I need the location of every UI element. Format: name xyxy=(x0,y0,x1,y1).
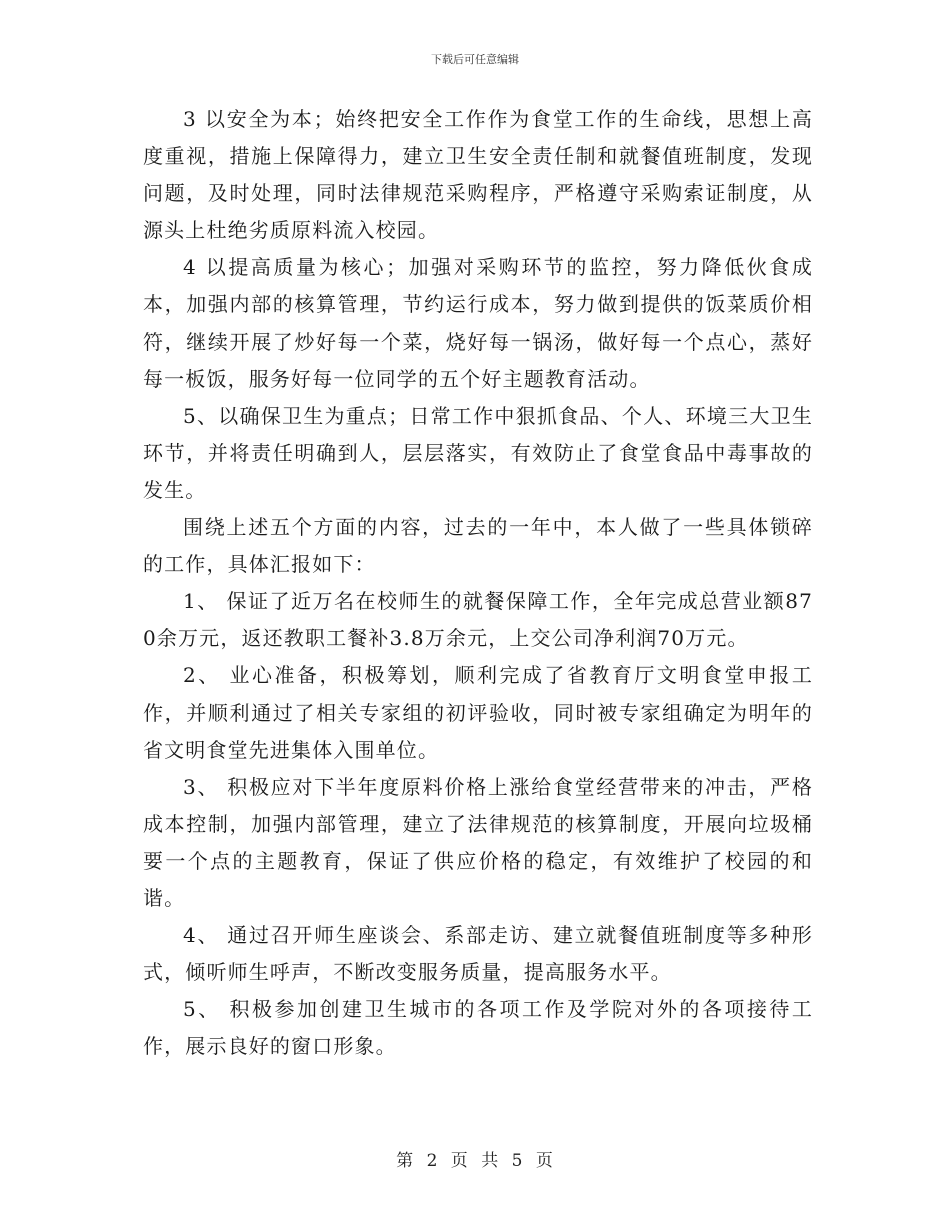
paragraph-item-5: 5、 积极参加创建卫生城市的各项工作及学院对外的各项接待工作，展示良好的窗口形象。 xyxy=(143,997,813,1059)
paragraph-item-1: 1、 保证了近万名在校师生的就餐保障工作，全年完成总营业额870余万元，返还教职工餐补3.8万余元，上交公司净利润70万元。 xyxy=(143,589,813,651)
paragraph-quality: 4 以提高质量为核心；加强对采购环节的监控，努力降低伙食成本，加强内部的核算管理，节约运行成本，努力做到提供的饭菜质价相符，继续开展了炒好每一个菜，烧好每一锅汤，做好每一个点心，蒸好每一板饭，服务好每一位同学的五个好主题教育活动。 xyxy=(143,255,813,391)
paragraph-hygiene: 5、以确保卫生为重点；日常工作中狠抓食品、个人、环境三大卫生环节，并将责任明确到人，层层落实，有效防止了食堂食品中毒事故的发生。 xyxy=(143,403,813,502)
paragraph-item-2: 2、 业心准备，积极筹划，顺利完成了省教育厅文明食堂申报工作，并顺利通过了相关专家组的初评验收，同时被专家组确定为明年的省文明食堂先进集体入围单位。 xyxy=(143,663,813,762)
paragraph-summary-intro: 围绕上述五个方面的内容，过去的一年中，本人做了一些具体锁碎的工作，具体汇报如下： xyxy=(143,515,813,577)
page-number-footer: 第 2 页 共 5 页 xyxy=(396,1151,554,1171)
paragraph-safety: 3 以安全为本；始终把安全工作作为食堂工作的生命线，思想上高度重视，措施上保障得力，建立卫生安全责任制和就餐值班制度，发现问题，及时处理，同时法律规范采购程序，严格遵守采购索证制度，从源头上杜绝劣质原料流入校园。 xyxy=(143,107,813,243)
document-body xyxy=(143,101,813,1065)
paragraph-item-3: 3、 积极应对下半年度原料价格上涨给食堂经营带来的冲击，严格成本控制，加强内部管理，建立了法律规范的核算制度，开展向垃圾桶要一个点的主题教育，保证了供应价格的稳定，有效维护了校园的和谐。 xyxy=(143,774,813,910)
page-header: 下载后可任意编辑 xyxy=(431,53,519,66)
paragraph-item-4: 4、 通过召开师生座谈会、系部走访、建立就餐值班制度等多种形式，倾听师生呼声，不断改变服务质量，提高服务水平。 xyxy=(143,923,813,985)
